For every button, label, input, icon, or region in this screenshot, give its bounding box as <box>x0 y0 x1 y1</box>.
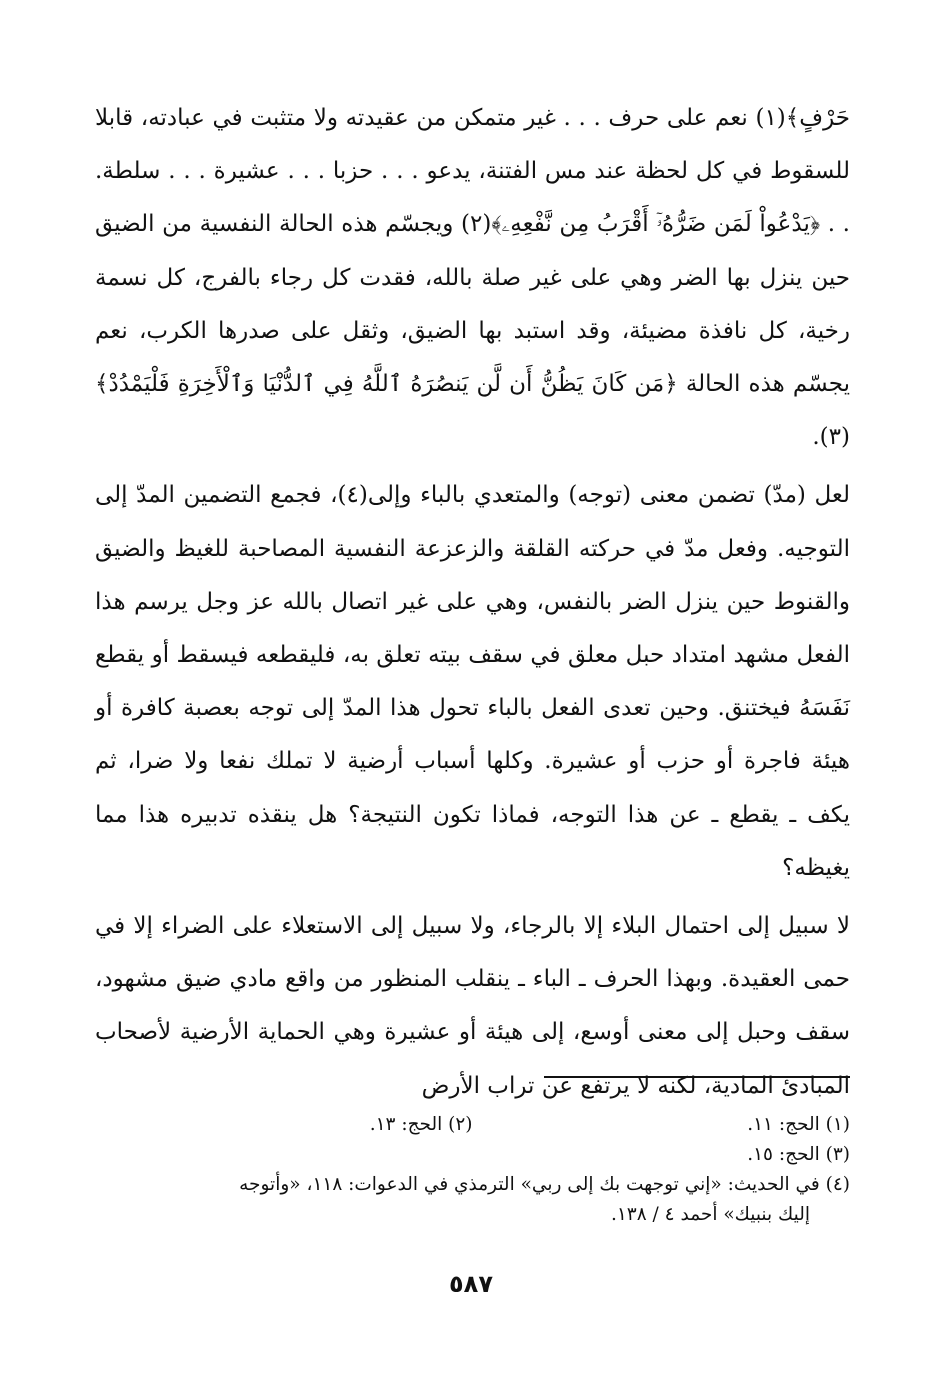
paragraph-2: لعل (مدّ) تضمن معنى (توجه) والمتعدي بالباء وإلى(٤)، فجمع التضمين المدّ إلى التوجيه. وفعل مدّ في حركته القلقة والزعزعة النفسية المصاحبة للغيظ والضيق والقنوط حين ينزل الضر بالنفس، وهي على غير اتصال بالله عز وجل يرسم هذا الفعل مشهد امتداد حبل معلق في سقف بيته تعلق به، فليقطعه فيسقط أو يقطع نَفَسَهُ فيختنق. وحين تعدى الفعل بالباء تحول هذا المدّ إلى توجه بعصبة كافرة أو هيئة فاجرة أو حزب أو عشيرة. وكلها أسباب أرضية لا تملك نفعا ولا ضرا، ثم يكف ـ يقطع ـ عن هذا التوجه، فماذا تكون النتيجة؟ هل ينقذه تدبيره هذا مما يغيظه؟ <box>95 482 850 881</box>
paragraph-1: حَرْفٍ﴾(١) نعم على حرف . . . غير متمكن من عقيدته ولا متثبت في عبادته، قابلا للسقوط في كل لحظة عند مس الفتنة، يدعو . . . حزبا . . . عشيرة . . . سلطة. . . ﴿يَدْعُواْ لَمَن ضَرُّهُۥٓ أَقْرَبُ مِن نَّفْعِهِۦ﴾(٢) ويجسّم هذه الحالة النفسية من الضيق حين ينزل بها الضر وهي على غير صلة بالله، فقدت كل رجاء بالفرج، كل نسمة رخية، كل نافذة مضيئة، وقد استبد بها الضيق، وثقل على صدرها الكرب، نعم يجسّم هذه الحالة ﴿مَن كَانَ يَظُنُّ أَن لَّن يَنصُرَهُ ٱللَّهُ فِي ٱلدُّنْيَا وَٱلْأَخِرَةِ فَلْيَمْدُدْ﴾(٣). <box>95 105 850 451</box>
main-text <box>95 92 850 1113</box>
page-number: ٥٨٧ <box>449 1270 493 1298</box>
paragraph-3: لا سبيل إلى احتمال البلاء إلا بالرجاء، ولا سبيل إلى الاستعلاء على الضراء إلا في حمى العقيدة. وبهذا الحرف ـ الباء ـ ينقلب المنظور من واقع مادي ضيق مشهود، سقف وحبل إلى معنى أوسع، إلى هيئة أو عشيرة وهي الحماية الأرضية لأصحاب المبادئ المادية، لكنه لا يرتفع عن تراب الأرض <box>95 913 850 1099</box>
footnote-row-1 <box>95 1110 850 1140</box>
footnote-4 <box>95 1170 850 1230</box>
footnotes <box>95 1110 850 1230</box>
footnote-1: (١) الحج: ١١. <box>747 1114 850 1135</box>
footnote-4-line-2: إليك بنبيك» أحمد ٤ / ١٣٨. <box>610 1204 810 1225</box>
footnote-3: (٣) الحج: ١٥. <box>747 1144 850 1165</box>
footnote-2: (٢) الحج: ١٣. <box>369 1114 473 1135</box>
footnote-separator <box>544 1076 850 1078</box>
footnote-4-line-1: (٤) في الحديث: «إني توجهت بك إلى ربي» الترمذي في الدعوات: ١١٨، «وأتوجه <box>239 1174 850 1195</box>
